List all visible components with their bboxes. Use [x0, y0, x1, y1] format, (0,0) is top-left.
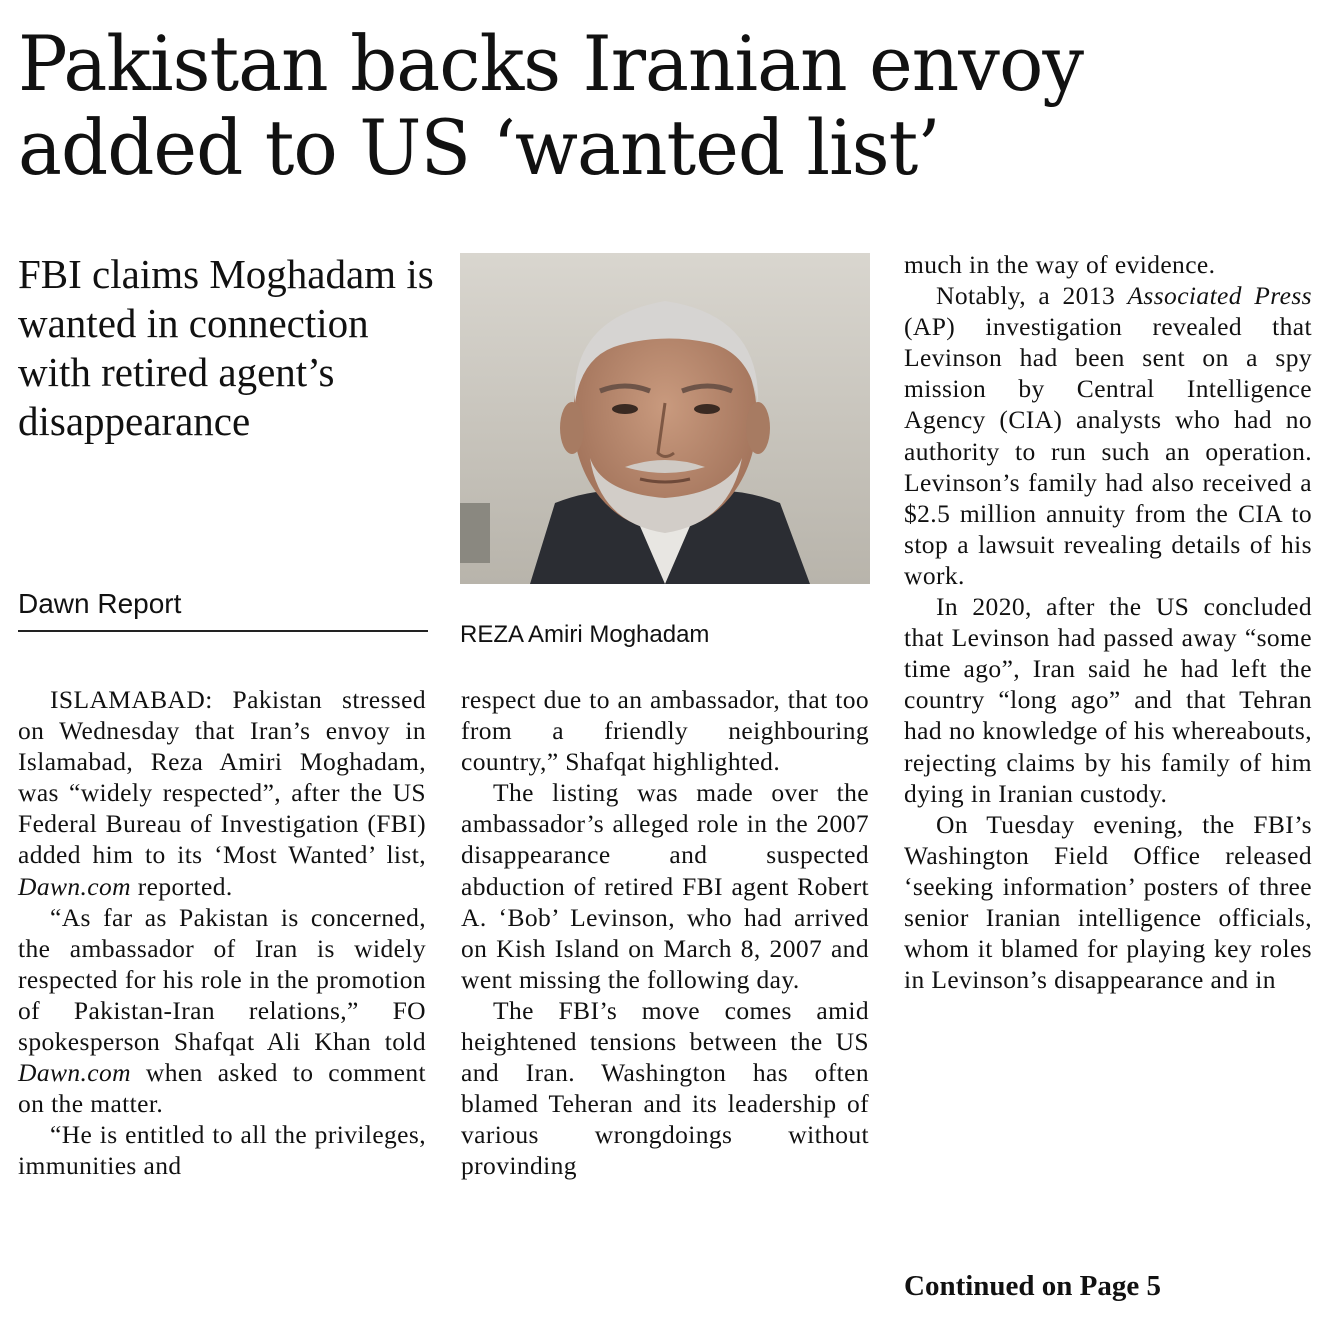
- ambassador-photo: [460, 253, 870, 584]
- paragraph: ISLAMABAD: Pakistan stressed on Wednesday that Iran’s envoy in Islamabad, Reza Amiri Moghadam, was “widely respected”, after the US Federal Bureau of Investigation (FBI) added him to its ‘Most Wanted’ list, Dawn.com reported.: [18, 685, 426, 901]
- paragraph: respect due to an ambassador, that too from a friendly neighbouring country,” Shafqat highlighted.: [461, 685, 869, 777]
- article-column-1: [18, 684, 426, 1182]
- paragraph: The FBI’s move comes amid heightened tensions between the US and Iran. Washington has often blamed Teheran and its leadership of various wrongdoings without provinding: [461, 995, 869, 1181]
- article-column-2: [461, 684, 869, 1182]
- paragraph: The listing was made over the ambassador’s alleged role in the 2007 disappearance and suspected abduction of retired FBI agent Robert A. ‘Bob’ Levinson, who had arrived on Kish Island on March 8, 2007 and went missing the following day.: [461, 778, 869, 994]
- byline: Dawn Report: [18, 588, 428, 632]
- article-column-3: [904, 249, 1312, 995]
- photo-caption: REZA Amiri Moghadam: [460, 621, 710, 648]
- continued-on-page-link[interactable]: Continued on Page 5: [904, 1270, 1162, 1302]
- paragraph: On Tuesday evening, the FBI’s Washington Field Office released ‘seeking information’ posters of three senior Iranian intelligence officials, whom it blamed for playing key roles in Levinson’s disappearance and in: [904, 809, 1312, 995]
- paragraph: “He is entitled to all the privileges, immunities and: [18, 1120, 426, 1181]
- headline: Pakistan backs Iranian envoy added to US ‘wanted list’: [18, 19, 1084, 192]
- paragraph: Notably, a 2013 Associated Press (AP) investigation revealed that Levinson had been sent on a spy mission by Central Intelligence Agency (CIA) analysts who had no authority to run such an operation. Levinson’s family had also received a $2.5 million annuity from the CIA to stop a lawsuit revealing details of his work.: [904, 281, 1312, 590]
- paragraph: “As far as Pakistan is concerned, the ambassador of Iran is widely respected for his role in the promotion of Pakistan-Iran relations,” FO spokesperson Shafqat Ali Khan told Dawn.com when asked to comment on the matter.: [18, 902, 426, 1119]
- paragraph: much in the way of evidence.: [904, 250, 1216, 279]
- subheadline: FBI claims Moghadam is wanted in connection with retired agent’s disappearance: [18, 251, 434, 444]
- paragraph: In 2020, after the US concluded that Levinson had passed away “some time ago”, Iran said he had left the country “long ago” and that Tehran had no knowledge of his whereabouts, rejecting claims by his family of him dying in Iranian custody.: [904, 592, 1312, 808]
